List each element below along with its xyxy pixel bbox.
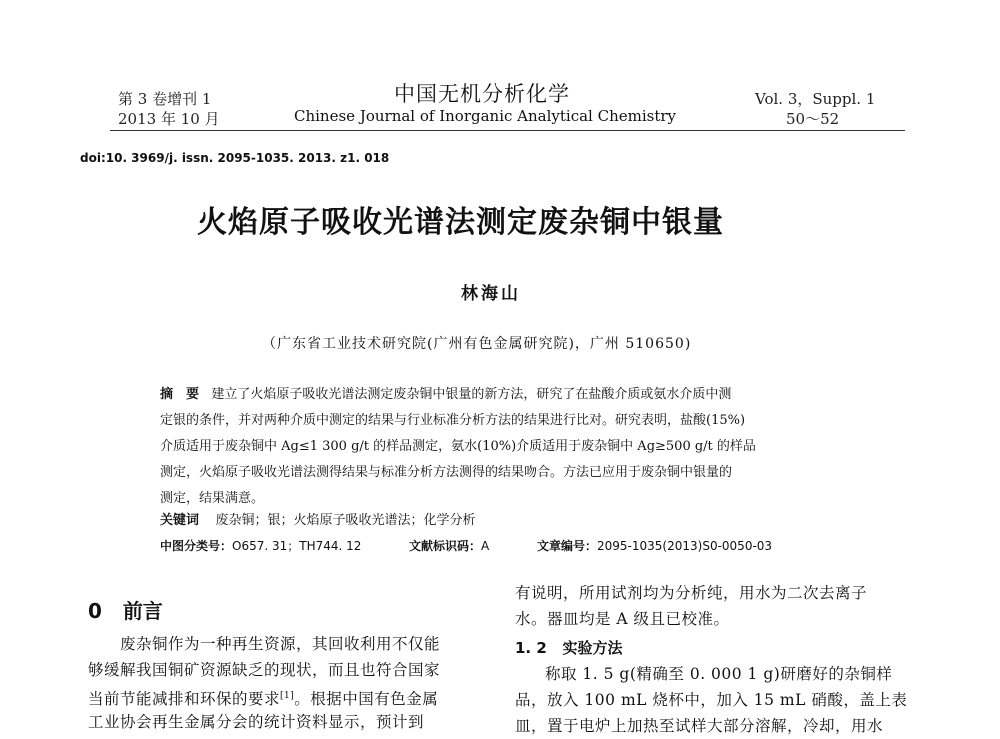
paper-title: 火焰原子吸收光谱法测定废杂铜中银量 — [197, 205, 724, 240]
section-0-heading: 0 前言 — [88, 599, 163, 623]
subsection-1-2-heading: 1. 2 实验方法 — [515, 639, 623, 657]
right-line-1: 有说明，所用试剂均为分析纯，用水为二次去离子 — [515, 584, 868, 602]
intro-line-4: 工业协会再生金属分会的统计资料显示，预计到 — [88, 713, 425, 731]
keywords — [160, 508, 476, 534]
abstract-line-4: 测定，火焰原子吸收光谱法测得结果与标准分析方法测得的结果吻合。方法已应用于废杂铜中银量的 — [160, 465, 733, 480]
method-line-3: 皿，置于电炉上加热至试样大部分溶解，冷却，用水 — [515, 717, 884, 735]
classification-row: 中图分类号：O657. 31；TH744. 12 — [160, 539, 362, 553]
right-line-2: 水。器皿均是 A 级且已校准。 — [515, 610, 730, 628]
doi[interactable]: doi:10. 3969/j. issn. 2095-1035. 2013. z1. 018 — [80, 151, 390, 165]
volume-en: Vol. 3，Suppl. 1 — [755, 90, 876, 108]
header-rule — [110, 130, 905, 131]
document-code: 文献标识码：A — [409, 539, 490, 553]
issue-date: 2013 年 10 月 — [118, 110, 220, 128]
abstract-line-3: 介质适用于废杂铜中 Ag≤1 300 g/t 的样品测定，氨水(10%)介质适用于废杂铜中 Ag≥500 g/t 的样品 — [160, 439, 756, 454]
intro-line-3: 当前节能减排和环保的要求[1]。根据中国有色金属 — [88, 690, 439, 709]
abstract-line-5: 测定，结果满意。 — [160, 491, 265, 506]
citation-1[interactable]: [1] — [280, 691, 295, 701]
journal-title-en: Chinese Journal of Inorganic Analytical Chemistry — [294, 107, 677, 125]
abstract-line-1: 摘 要 建立了火焰原子吸收光谱法测定废杂铜中银量的新方法，研究了在盐酸介质或氨水介质中测 — [160, 387, 732, 402]
article-number: 文章编号：2095-1035(2013)S0-0050-03 — [537, 539, 773, 553]
method-line-1: 称取 1. 5 g(精确至 0. 000 1 g)研磨好的杂铜样 — [545, 665, 893, 683]
abstract-label: 摘 要 — [160, 387, 200, 402]
keywords-label: 关键词 — [160, 513, 200, 528]
abstract-line-2: 定银的条件，并对两种介质中测定的结果与行业标准分析方法的结果进行比对。研究表明，盐酸(15%) — [160, 413, 746, 428]
page-range: 50～52 — [786, 110, 840, 128]
keywords-value: 废杂铜；银；火焰原子吸收光谱法；化学分析 — [215, 513, 476, 528]
volume-issue: 第 3 卷增刊 1 — [118, 90, 212, 108]
intro-line-1: 废杂铜作为一种再生资源，其回收利用不仅能 — [120, 635, 441, 653]
method-line-2: 品，放入 100 mL 烧杯中，加入 15 mL 硝酸，盖上表 — [515, 691, 908, 709]
journal-title-cn: 中国无机分析化学 — [394, 82, 570, 106]
affiliation: （广东省工业技术研究院(广州有色金属研究院)，广州 510650) — [262, 336, 692, 352]
intro-line-2: 够缓解我国铜矿资源缺乏的现状，而且也符合国家 — [88, 661, 441, 679]
clc-value: O657. 31；TH744. 12 — [232, 539, 362, 553]
author: 林海山 — [461, 284, 521, 304]
